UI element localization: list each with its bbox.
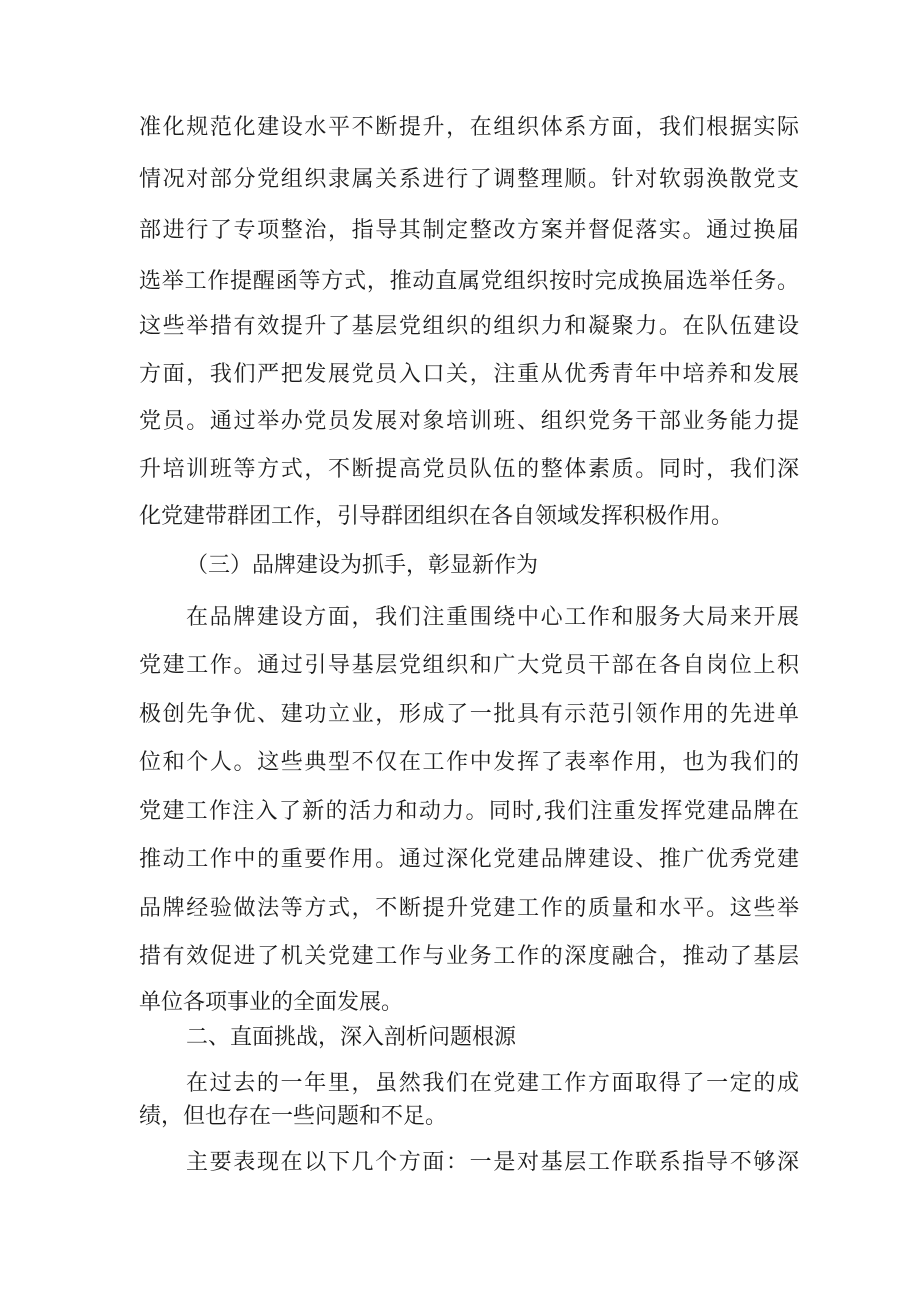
text-line: 党建工作注入了新的活力和动力。同时,我们注重发挥党建品牌在 [139,799,799,824]
text-line: 推动工作中的重要作用。通过深化党建品牌建设、推广优秀党建 [139,847,799,872]
paragraph-first-line: 在品牌建设方面，我们注重围绕中心工作和服务大局来开展 [186,605,799,630]
text-line: 部进行了专项整治，指导其制定整改方案并督促落实。通过换届 [139,218,799,243]
text-line: 化党建带群团工作，引导群团组织在各自领域发挥积极作用。 [139,504,734,529]
section-heading: 二、直面挑战，深入剖析问题根源 [186,1025,517,1050]
text-line: 方面，我们严把发展党员入口关，注重从优秀青年中培养和发展 [139,362,799,387]
text-line: 党员。通过举办党员发展对象培训班、组织党务干部业务能力提 [139,409,799,434]
text-line: 选举工作提醒函等方式，推动直属党组织按时完成换届选举任务。 [139,269,799,294]
section-heading: （三）品牌建设为抓手，彰显新作为 [186,553,539,578]
text-line: 升培训班等方式，不断提高党员队伍的整体素质。同时，我们深 [139,457,799,482]
text-line: 品牌经验做法等方式，不断提升党建工作的质量和水平。这些举 [139,896,799,921]
text-line: 措有效促进了机关党建工作与业务工作的深度融合，推动了基层 [139,944,799,969]
text-line: 位和个人。这些典型不仅在工作中发挥了表率作用，也为我们的 [139,750,799,775]
paragraph-first-line: 主要表现在以下几个方面：一是对基层工作联系指导不够深 [186,1150,799,1175]
text-line: 单位各项事业的全面发展。 [139,990,404,1015]
text-line: 这些举措有效提升了基层党组织的组织力和凝聚力。在队伍建设 [139,314,799,339]
text-line: 极创先争优、建功立业，形成了一批具有示范引领作用的先进单 [139,702,799,727]
text-line: 情况对部分党组织隶属关系进行了调整理顺。针对软弱涣散党支 [139,167,799,192]
text-line: 绩，但也存在一些问题和不足。 [139,1104,448,1129]
text-line: 党建工作。通过引导基层党组织和广大党员干部在各自岗位上积 [139,653,799,678]
paragraph-first-line: 在过去的一年里，虽然我们在党建工作方面取得了一定的成 [186,1071,799,1096]
text-line: 准化规范化建设水平不断提升，在组织体系方面，我们根据实际 [139,115,799,140]
